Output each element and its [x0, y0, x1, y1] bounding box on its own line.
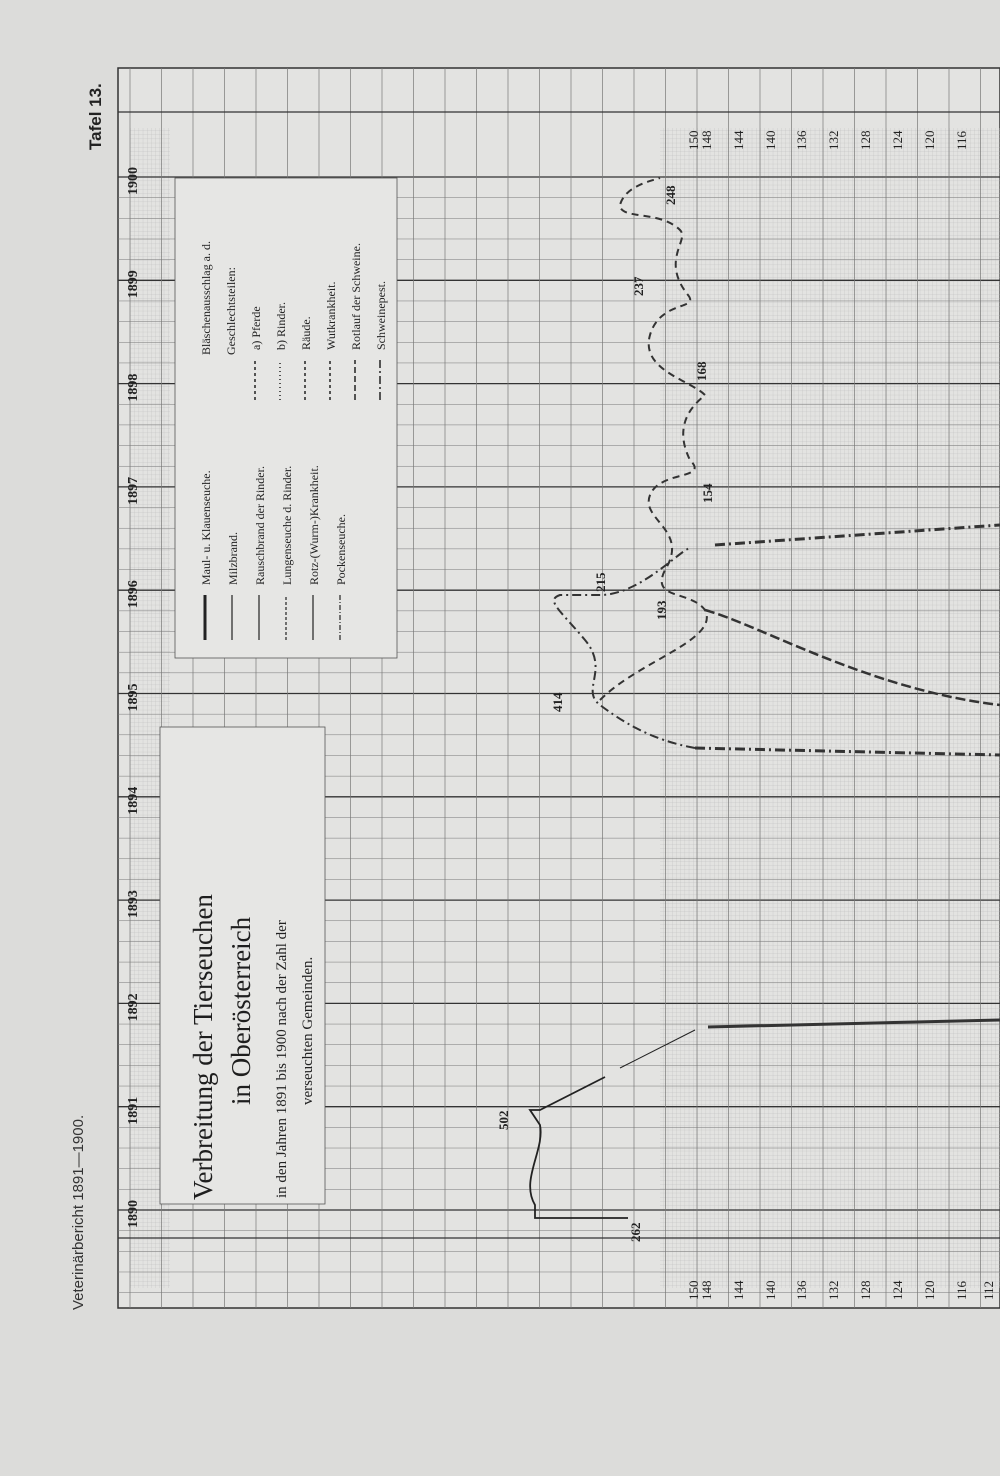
x-tick-label: 1895 [126, 683, 141, 712]
data-label: 193 [654, 600, 669, 620]
data-label: 248 [663, 185, 678, 205]
legend-label: a) Pferde [249, 306, 263, 350]
y-tick-label: 132 [826, 1280, 841, 1300]
y-tick-label: 120 [922, 1280, 937, 1300]
legend-label: Rotz-(Wurm-)Krankheit. [307, 465, 321, 585]
running-header: Veterinärbericht 1891—1900. [70, 1114, 87, 1310]
y-tick-label-top: 150 [686, 130, 701, 150]
y-tick-label: 140 [763, 1280, 778, 1300]
y-tick-label: 148 [699, 1280, 714, 1300]
x-tick-label: 1894 [126, 786, 141, 815]
x-tick-label: 1897 [126, 476, 141, 505]
title-box [160, 727, 325, 1204]
y-tick-label-top: 148 [699, 130, 714, 150]
x-tick-label: 1890 [126, 1200, 141, 1228]
x-tick-label: 1899 [126, 270, 141, 299]
legend-label: Rotlauf der Schweine. [349, 243, 363, 350]
legend-label: Rauschbrand der Rinder. [253, 466, 267, 585]
legend-label: Maul- u. Klauenseuche. [199, 470, 213, 585]
y-tick-label-top: 116 [954, 130, 969, 150]
chart-subtitle-line2: verseuchten Gemeinden. [300, 956, 316, 1105]
y-tick-label: 150 [686, 1280, 701, 1300]
data-label: 168 [694, 361, 709, 381]
legend-label: Milzbrand. [226, 532, 240, 585]
x-tick-label: 1900 [126, 167, 141, 195]
legend-label: Geschlechtsteilen: [224, 267, 238, 355]
y-tick-label-top: 120 [922, 130, 937, 150]
x-tick-label: 1893 [126, 890, 141, 919]
y-tick-label: 116 [954, 1280, 969, 1300]
y-tick-label: 136 [794, 1280, 809, 1300]
chart-title-line2: in Oberösterreich [226, 916, 256, 1105]
chart-title-line1: Verbreitung der Tierseuchen [188, 894, 218, 1200]
legend-label: Lungenseuche d. Rinder. [280, 465, 294, 585]
y-tick-label: 128 [858, 1280, 873, 1300]
legend-label: Räude. [299, 316, 313, 350]
y-tick-label: 144 [731, 1280, 746, 1300]
y-tick-label-top: 136 [794, 130, 809, 150]
legend [175, 178, 397, 658]
y-tick-label-top: 140 [763, 130, 778, 150]
y-tick-label: 124 [890, 1280, 905, 1300]
legend-label: Wutkrankheit. [324, 281, 338, 350]
plate-number: Tafel 13. [86, 83, 105, 150]
data-label: 502 [496, 1110, 511, 1130]
x-tick-label: 1898 [126, 373, 141, 402]
legend-label: b) Rinder. [274, 302, 288, 350]
legend-label: Bläschenausschlag a. d. [199, 241, 213, 355]
data-label: 237 [631, 276, 646, 296]
legend-label: Pockenseuche. [334, 514, 348, 585]
y-tick-label: 112 [981, 1280, 996, 1300]
chart-subtitle-line1: in den Jahren 1891 bis 1900 nach der Zahl der [274, 920, 290, 1198]
x-tick-label: 1896 [126, 580, 141, 609]
legend-label: Schweinepest. [374, 281, 388, 350]
x-tick-label: 1892 [126, 993, 141, 1022]
y-tick-label-top: 132 [826, 130, 841, 150]
y-tick-label-top: 128 [858, 130, 873, 150]
data-label: 215 [593, 572, 608, 592]
data-label: 262 [628, 1222, 643, 1242]
data-label: 414 [550, 692, 565, 712]
y-tick-label-top: 124 [890, 130, 905, 150]
y-tick-label-top: 144 [731, 130, 746, 150]
data-label: 154 [700, 483, 715, 503]
x-tick-label: 1891 [126, 1096, 141, 1125]
